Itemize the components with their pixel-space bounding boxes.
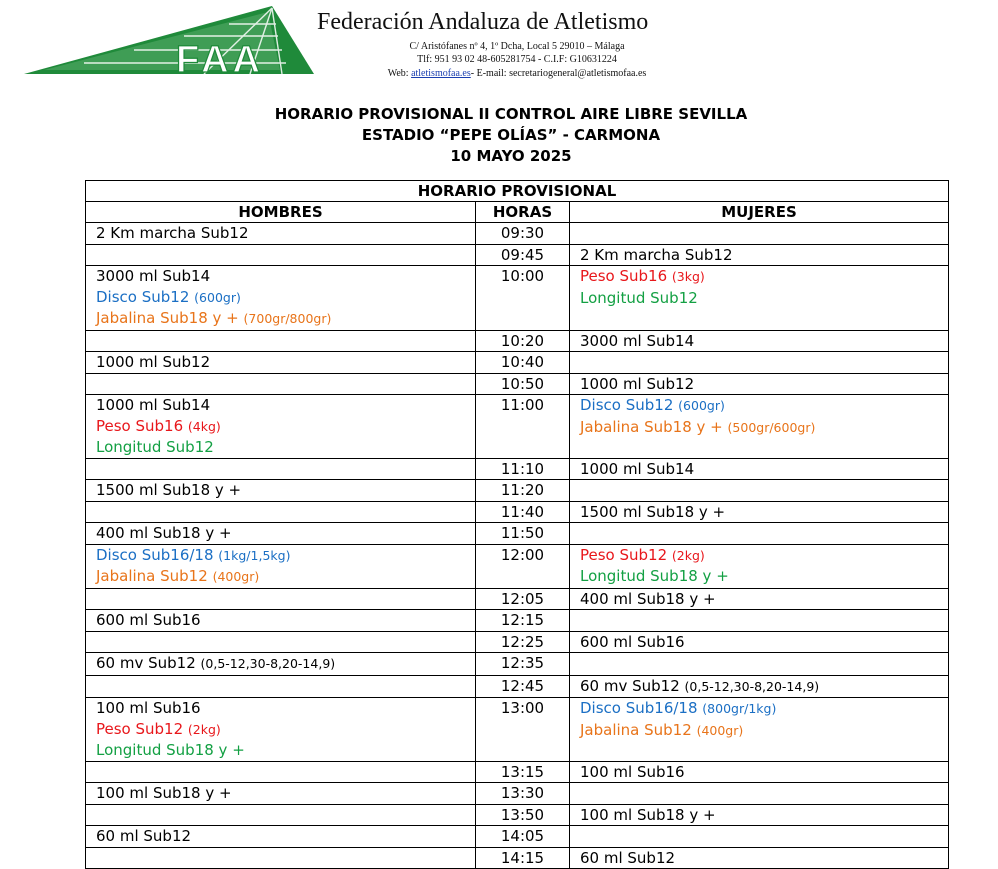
event-item [96,395,475,416]
time-cell: 12:05 [476,588,570,610]
event-item [580,545,948,567]
event-item [96,545,475,567]
table-row [86,544,949,588]
table-row [86,610,949,632]
event-item [96,653,475,675]
men-events-cell [86,395,476,459]
event-item [580,374,948,395]
event-name: Peso Sub16 [96,416,184,435]
men-events-cell [86,783,476,805]
time-cell: 09:45 [476,244,570,266]
event-detail: (600gr) [678,398,725,413]
event-name: 1000 ml Sub14 [96,396,211,414]
event-detail: (0,5-12,30-8,20-14,9) [684,678,820,694]
time-cell: 11:00 [476,395,570,459]
event-name: 100 ml Sub16 [96,699,201,717]
table-row [86,653,949,676]
event-item [96,223,475,244]
event-name: 400 ml Sub18 y + [580,589,716,608]
event-item [96,416,475,438]
event-item [580,502,948,523]
women-events-cell [570,352,949,374]
time-cell: 13:15 [476,761,570,783]
event-detail: (700gr/800gr) [243,311,332,326]
header-time: HORAS [476,202,570,223]
event-item [580,589,948,610]
title-line-3: 10 MAYO 2025 [450,147,572,165]
event-item [580,698,948,720]
org-address: C/ Aristófanes nº 4, 1º Dcha, Local 5 29010 – Málaga [409,41,625,52]
table-caption-row [86,181,949,202]
table-row [86,761,949,783]
title-line-2: ESTADIO “PEPE OLÍAS” - CARMONA [361,126,661,144]
event-name: 1500 ml Sub18 y + [580,502,726,521]
event-detail: (0,5-12,30-8,20-14,9) [200,656,336,671]
event-name: 1500 ml Sub18 y + [96,481,242,499]
table-row [86,675,949,698]
women-events-cell [570,826,949,848]
event-name: Longitud Sub18 y + [96,741,245,759]
event-item [580,417,948,439]
event-item [580,762,948,783]
event-name: 60 ml Sub12 [580,848,676,867]
women-events-cell [570,480,949,502]
event-item [96,740,475,761]
table-row [86,223,949,245]
time-cell: 14:05 [476,826,570,848]
men-events-cell [86,804,476,826]
table-row [86,631,949,653]
event-item [96,783,475,804]
event-detail: (800gr/1kg) [702,701,777,716]
women-events-cell [570,544,949,588]
event-item [96,610,475,631]
event-name: Disco Sub12 [96,287,190,306]
women-events-cell [570,783,949,805]
event-name: 600 ml Sub16 [580,632,685,651]
time-cell: 13:30 [476,783,570,805]
email-line: - E-mail: secretariogeneral@atletismofaa.es [470,67,647,79]
web-link[interactable]: atletismofaa.es [411,67,471,79]
event-name: 60 mv Sub12 [580,676,680,695]
event-item [96,308,475,330]
women-events-cell [570,675,949,698]
men-events-cell [86,458,476,480]
header-men: HOMBRES [86,202,476,223]
event-item [580,245,948,266]
event-detail: (400gr) [212,569,260,584]
event-name: Peso Sub16 [580,267,668,285]
event-item [580,266,948,288]
table-row [86,266,949,331]
men-events-cell [86,675,476,698]
women-events-cell [570,501,949,523]
women-events-cell [570,847,949,869]
men-events-cell [86,631,476,653]
event-name: Jabalina Sub12 [96,567,208,585]
men-events-cell [86,373,476,395]
event-item [580,566,948,587]
time-cell: 14:15 [476,847,570,869]
time-cell: 13:00 [476,698,570,762]
table-header-row [86,202,949,223]
men-events-cell [86,847,476,869]
table-row [86,330,949,352]
event-detail: (600gr) [194,289,241,305]
event-detail: (2kg) [671,547,705,563]
table-row [86,458,949,480]
event-name: 2 Km marcha Sub12 [96,224,249,242]
table-row [86,244,949,266]
org-phone: Tlf: 951 93 02 48-605281754 - C.I.F: G10631224 [417,54,617,66]
table-row [86,847,949,869]
women-events-cell [570,395,949,459]
time-cell: 11:40 [476,501,570,523]
men-events-cell [86,501,476,523]
event-item [96,566,475,588]
event-item [580,632,948,653]
time-cell: 12:35 [476,653,570,676]
women-events-cell [570,330,949,352]
event-name: 100 ml Sub16 [580,762,685,781]
women-events-cell [570,244,949,266]
event-name: 1000 ml Sub12 [580,374,695,393]
event-item [580,288,948,309]
table-row [86,804,949,826]
event-item [580,848,948,869]
event-item [580,459,948,480]
women-events-cell [570,373,949,395]
event-name: Jabalina Sub18 y + [580,417,723,436]
faa-logo [24,6,314,76]
event-detail: (400gr) [696,722,744,738]
event-item [580,805,948,826]
time-cell: 12:25 [476,631,570,653]
event-item [96,352,475,373]
table-caption: HORARIO PROVISIONAL [86,181,949,202]
women-events-cell [570,523,949,545]
time-cell: 10:50 [476,373,570,395]
time-cell: 11:50 [476,523,570,545]
org-contact [317,40,717,80]
schedule-table [85,180,949,869]
event-name: 60 mv Sub12 [96,654,196,672]
event-name: Disco Sub16/18 [96,545,214,564]
women-events-cell [570,610,949,632]
event-name: 1000 ml Sub14 [580,459,695,478]
men-events-cell [86,588,476,610]
women-events-cell [570,458,949,480]
event-name: 100 ml Sub18 y + [580,805,716,824]
women-events-cell [570,223,949,245]
event-name: 400 ml Sub18 y + [96,524,232,542]
women-events-cell [570,761,949,783]
event-name: 3000 ml Sub14 [96,267,211,285]
women-events-cell [570,266,949,331]
event-item [580,395,948,417]
schedule-body [86,223,949,869]
men-events-cell [86,244,476,266]
men-events-cell [86,523,476,545]
men-events-cell [86,698,476,762]
event-item [96,437,475,458]
table-row [86,588,949,610]
women-events-cell [570,631,949,653]
event-name: Peso Sub12 [580,545,668,564]
event-name: Longitud Sub12 [96,438,214,456]
event-detail: (2kg) [187,721,221,737]
event-name: 600 ml Sub16 [96,611,201,629]
men-events-cell [86,266,476,331]
table-row [86,826,949,848]
time-cell: 10:00 [476,266,570,331]
event-name: 100 ml Sub18 y + [96,784,232,802]
men-events-cell [86,352,476,374]
org-name: Federación Andaluza de Atletismo [317,9,649,35]
time-cell: 12:45 [476,675,570,698]
event-item [96,266,475,287]
event-item [96,719,475,741]
table-row [86,698,949,762]
event-name: Longitud Sub12 [580,288,698,307]
event-name: Disco Sub12 [580,396,674,414]
table-row [86,501,949,523]
men-events-cell [86,826,476,848]
table-row [86,373,949,395]
event-name: Disco Sub16/18 [580,699,698,717]
event-item [580,676,948,698]
time-cell: 10:20 [476,330,570,352]
title-line-1: HORARIO PROVISIONAL II CONTROL AIRE LIBRE SEVILLA [274,105,748,123]
event-name: Peso Sub12 [96,719,184,738]
men-events-cell [86,653,476,676]
event-name: 3000 ml Sub14 [580,331,695,350]
event-item [96,698,475,719]
table-row [86,523,949,545]
time-cell: 12:15 [476,610,570,632]
women-events-cell [570,698,949,762]
event-name: Jabalina Sub18 y + [96,309,239,327]
table-row [86,783,949,805]
men-events-cell [86,544,476,588]
men-events-cell [86,610,476,632]
women-events-cell [570,653,949,676]
men-events-cell [86,223,476,245]
men-events-cell [86,480,476,502]
event-item [96,287,475,309]
header-women: MUJERES [570,202,949,223]
women-events-cell [570,588,949,610]
event-name: 1000 ml Sub12 [96,353,211,371]
table-row [86,480,949,502]
time-cell: 11:20 [476,480,570,502]
event-item [96,480,475,501]
event-item [580,331,948,352]
event-detail: (1kg/1,5kg) [218,547,291,563]
org-web-line [317,67,717,80]
logo-text: FAA [176,39,264,76]
event-detail: (3kg) [671,269,705,284]
event-item [96,523,475,544]
event-name: 2 Km marcha Sub12 [580,245,733,264]
time-cell: 12:00 [476,544,570,588]
men-events-cell [86,761,476,783]
time-cell: 11:10 [476,458,570,480]
men-events-cell [86,330,476,352]
women-events-cell [570,804,949,826]
event-name: 60 ml Sub12 [96,827,192,845]
event-name: Longitud Sub18 y + [580,567,729,585]
web-label: Web: [387,67,412,79]
table-row [86,352,949,374]
event-detail: (4kg) [187,418,221,434]
event-item [96,826,475,847]
event-name: Jabalina Sub12 [580,720,692,739]
time-cell: 13:50 [476,804,570,826]
event-detail: (500gr/600gr) [727,419,816,435]
time-cell: 10:40 [476,352,570,374]
table-row [86,395,949,459]
event-item [580,720,948,742]
document-title [0,104,998,167]
time-cell: 09:30 [476,223,570,245]
